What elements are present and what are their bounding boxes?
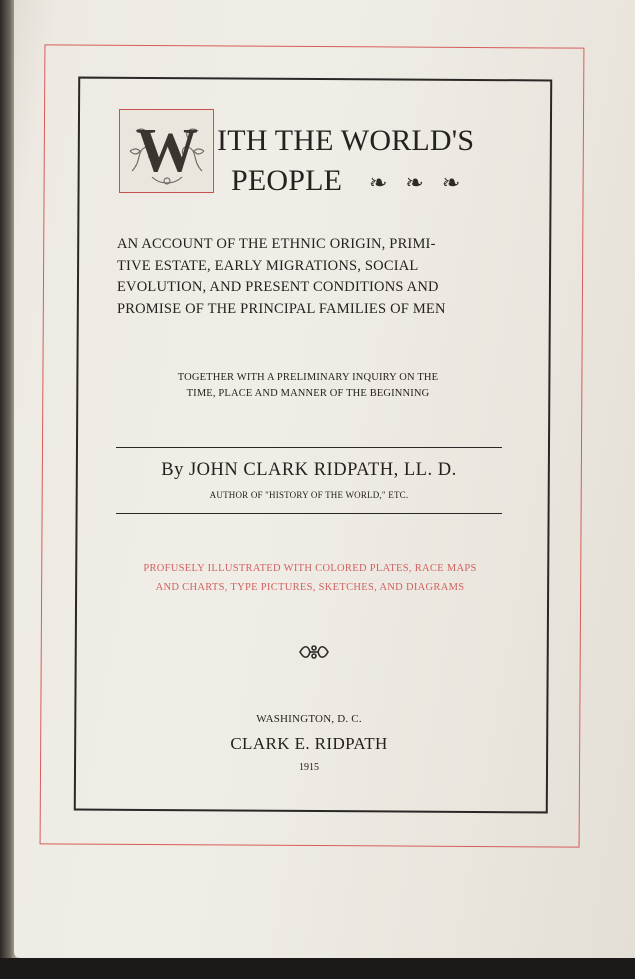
divider-rule-bottom xyxy=(116,513,502,514)
printers-ornament-icon xyxy=(298,643,330,661)
author-line: By JOHN CLARK RIDPATH, LL. D. xyxy=(161,460,457,480)
illustrations-line-2: AND CHARTS, TYPE PICTURES, SKETCHES, AND DIAGRAMS xyxy=(155,582,465,593)
divider-rule-top xyxy=(116,447,502,448)
title-line-2: PEOPLE xyxy=(231,164,343,197)
initial-letter: W xyxy=(135,117,198,185)
author-credit: AUTHOR OF "HISTORY OF THE WORLD," ETC. xyxy=(209,490,409,500)
subtitle-account xyxy=(117,234,501,320)
ornate-initial-w-icon xyxy=(122,111,212,191)
account-line: AN ACCOUNT OF THE ETHNIC ORIGIN, PRIMI- xyxy=(117,236,436,252)
publication-year: 1915 xyxy=(299,762,319,773)
title-line-1: ITH THE WORLD'S xyxy=(217,124,475,157)
illustrations-line-1: PROFUSELY ILLUSTRATED WITH COLORED PLATES, RACE MAPS xyxy=(143,563,477,574)
account-line: TIVE ESTATE, EARLY MIGRATIONS, SOCIAL xyxy=(117,257,419,274)
preliminary-inquiry-line-2: TIME, PLACE AND MANNER OF THE BEGINNING xyxy=(186,388,430,399)
publisher-name: CLARK E. RIDPATH xyxy=(230,734,388,753)
preliminary-inquiry-line-1: TOGETHER WITH A PRELIMINARY INQUIRY ON THE xyxy=(177,372,439,383)
account-line: EVOLUTION, AND PRESENT CONDITIONS AND xyxy=(117,279,439,295)
fleuron-ornaments-icon: ❧❧❧ xyxy=(369,170,479,195)
place-of-publication: WASHINGTON, D. C. xyxy=(256,713,362,725)
decorated-initial xyxy=(119,109,214,193)
account-line: PROMISE OF THE PRINCIPAL FAMILIES OF MEN xyxy=(117,300,446,317)
